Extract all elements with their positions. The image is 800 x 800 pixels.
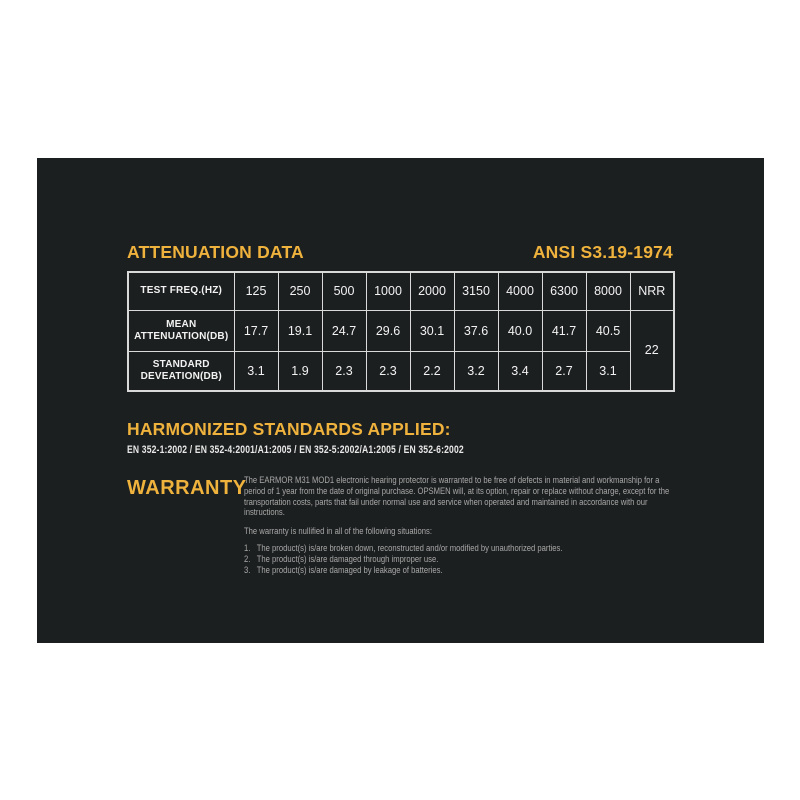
std-label-cell: STANDARD DEVEATION(DB) [128,351,234,391]
list-item-number: 3. [244,564,251,575]
freq-cell: 6300 [542,272,586,310]
mean-value-cell: 19.1 [278,310,322,351]
list-item-text: The product(s) is/are broken down, reconstructed and/or modified by unauthorized parties. [256,542,563,553]
mean-value-cell: 29.6 [366,310,410,351]
list-item-text: The product(s) is/are damaged by leakage of batteries. [256,564,443,575]
std-value-cell: 3.4 [498,351,542,391]
warranty-list-item [244,565,673,576]
freq-cell: 250 [278,272,322,310]
mean-value-cell: 17.7 [234,310,278,351]
warranty-list-item [244,554,673,565]
std-value-cell: 3.2 [454,351,498,391]
mean-value-cell: 41.7 [542,310,586,351]
warranty-list [244,543,673,575]
freq-cell: 500 [322,272,366,310]
mean-label-cell: MEAN ATTENUATION(DB) [128,310,234,351]
freq-cell: 2000 [410,272,454,310]
std-value-cell: 2.3 [366,351,410,391]
ansi-standard-label: ANSI S3.19-1974 [532,242,673,262]
spec-panel [37,158,764,643]
warranty-paragraph: The EARMOR M31 MOD1 electronic hearing protector is warranted to be free of defects in material and workmanship for a period of 1 year from the date of original purchase. OPSMEN will, at its option, repair or replace without charge, except for the transportation costs, parts that fail under normal use and service when operated and maintained in accordance with our instructions. [244,475,670,518]
attenuation-title: ATTENUATION DATA [127,242,304,262]
table-header-row [128,272,674,310]
std-value-cell: 3.1 [234,351,278,391]
mean-value-cell: 24.7 [322,310,366,351]
list-item-text: The product(s) is/are damaged through improper use. [256,553,439,564]
mean-value-cell: 40.0 [498,310,542,351]
nrr-header-cell: NRR [630,272,674,310]
harmonized-standards-list: EN 352-1:2002 / EN 352-4:2001/A1:2005 / EN 352-5:2002/A1:2005 / EN 352-6:2002 [127,444,464,456]
freq-cell: 3150 [454,272,498,310]
std-value-cell: 2.3 [322,351,366,391]
warranty-text-block [244,475,673,575]
nrr-value-cell: 22 [630,310,674,391]
list-item-number: 1. [244,542,251,553]
warranty-nullified-intro: The warranty is nullified in all of the following situations: [244,526,432,537]
std-value-cell: 3.1 [586,351,630,391]
freq-cell: 8000 [586,272,630,310]
harmonized-standards-title: HARMONIZED STANDARDS APPLIED: [127,419,451,439]
attenuation-table [127,271,675,392]
warranty-title: WARRANTY [127,477,247,499]
freq-header-cell: TEST FREQ.(HZ) [128,272,234,310]
mean-value-cell: 37.6 [454,310,498,351]
std-value-cell: 2.2 [410,351,454,391]
freq-cell: 125 [234,272,278,310]
mean-attenuation-row [128,310,674,351]
list-item-number: 2. [244,553,251,564]
std-value-cell: 2.7 [542,351,586,391]
mean-value-cell: 40.5 [586,310,630,351]
std-value-cell: 1.9 [278,351,322,391]
mean-value-cell: 30.1 [410,310,454,351]
freq-cell: 1000 [366,272,410,310]
warranty-list-item [244,543,673,554]
freq-cell: 4000 [498,272,542,310]
std-deviation-row [128,351,674,391]
